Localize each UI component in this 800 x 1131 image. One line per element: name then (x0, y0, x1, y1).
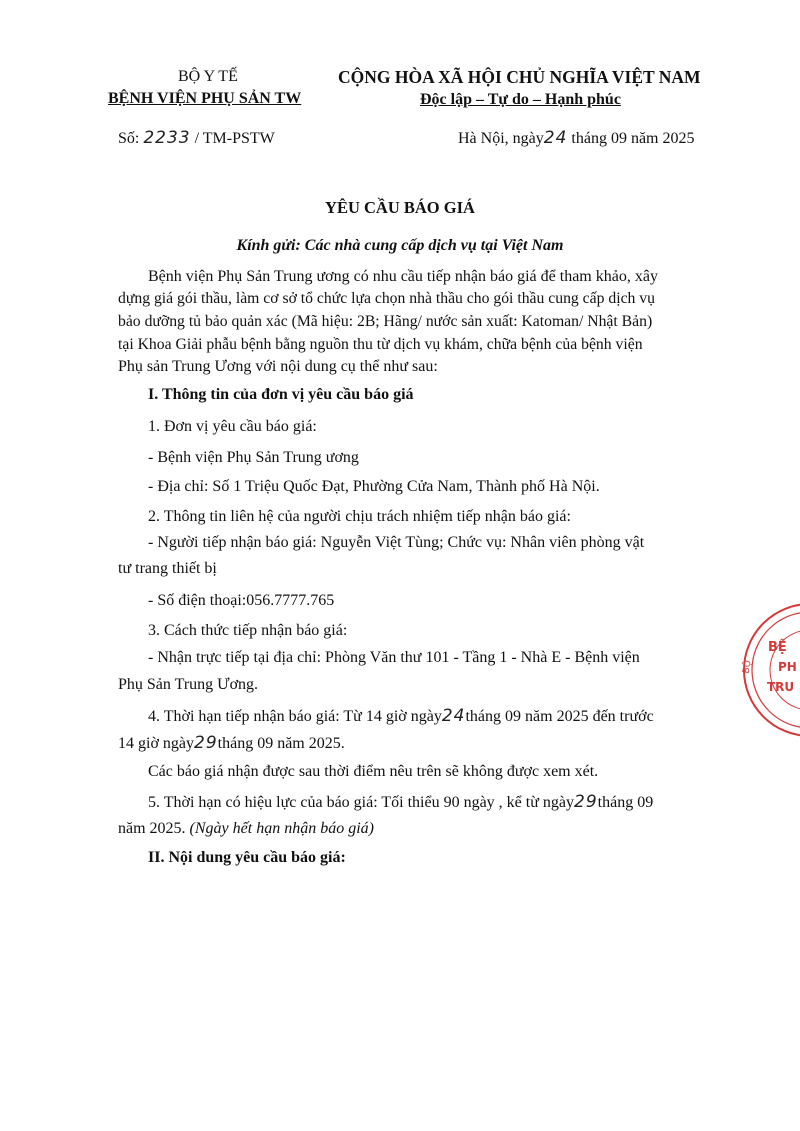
section-1-item-4-line-1 (148, 706, 654, 726)
stamp-text-3: TRU (767, 680, 795, 694)
stamp-text-side: BỘ (741, 659, 754, 675)
section-1-item-5-line-2 (118, 820, 374, 838)
greeting-text: Kính gửi: Các nhà cung cấp dịch vụ tại Việt Nam (236, 237, 564, 254)
item-5-text-a: 5. Thời hạn có hiệu lực của báo giá: Tối thiểu 90 ngày , kể từ ngày (148, 794, 574, 811)
item-4-day-end-handwritten: 29 (194, 733, 218, 753)
item-4-day-start-handwritten: 24 (441, 706, 466, 726)
intro-line-5: Phụ sản Trung Ương với nội dung cụ thể như sau: (118, 358, 438, 375)
section-1-item-5-line-1 (148, 792, 653, 812)
intro-line-2: dựng giá gói thầu, làm cơ sở tổ chức lựa chọn nhà thầu cho gói thầu cung cấp dịch vụ (118, 290, 655, 307)
item-5-day-handwritten: 29 (574, 792, 598, 812)
section-1-item-1a: - Bệnh viện Phụ Sản Trung ương (148, 449, 359, 466)
item-5-text-b: tháng 09 (597, 794, 654, 811)
section-1-item-2b: - Số điện thoại:056.7777.765 (148, 592, 335, 609)
nation-title: CỘNG HÒA XÃ HỘI CHỦ NGHĨA VIỆT NAM (338, 67, 701, 87)
ministry-name: BỘ Y TẾ (178, 68, 238, 85)
section-1-note: Các báo giá nhận được sau thời điểm nêu trên sẽ không được xem xét. (148, 763, 599, 780)
item-5-text-c: năm 2025. (118, 820, 186, 837)
stamp-text-2: PH (778, 660, 797, 674)
number-prefix: Số: (118, 130, 140, 147)
item-4-text-a: 4. Thời hạn tiếp nhận báo giá: Từ 14 giờ ngày (148, 708, 442, 725)
intro-line-1: Bệnh viện Phụ Sản Trung ương có nhu cầu tiếp nhận báo giá để tham khảo, xây (148, 268, 658, 285)
section-1-item-2a-line-2: tư trang thiết bị (118, 560, 217, 577)
date-suffix: tháng 09 năm 2025 (571, 130, 695, 147)
document-number (118, 128, 275, 148)
stamp-text-1: BỆ (768, 640, 787, 655)
intro-line-3: bảo dưỡng tủ bảo quản xác (Mã hiệu: 2B; Hãng/ nước sản xuất: Katoman/ Nhật Bản) (118, 313, 653, 330)
section-1-item-3a-line-2: Phụ Sản Trung Ương. (118, 676, 259, 693)
section-1-item-2: 2. Thông tin liên hệ của người chịu trách nhiệm tiếp nhận báo giá: (148, 508, 571, 525)
item-4-text-b: tháng 09 năm 2025 đến trước (465, 708, 654, 725)
greeting (0, 237, 800, 255)
date-day-handwritten: 24 (543, 128, 568, 148)
item-4-text-c: 14 giờ ngày (118, 735, 195, 752)
item-4-text-d: tháng 09 năm 2025. (217, 735, 345, 752)
hospital-stamp (735, 600, 800, 740)
number-suffix: / TM-PSTW (194, 130, 275, 147)
document-date (458, 128, 695, 148)
intro-line-4: tại Khoa Giải phẫu bệnh bằng nguồn thu từ dịch vụ khám, chữa bệnh của bệnh viện (118, 336, 643, 353)
page-title: YÊU CẦU BÁO GIÁ (325, 198, 475, 217)
section-1-item-3a-line-1: - Nhận trực tiếp tại địa chỉ: Phòng Văn thư 101 - Tầng 1 - Nhà E - Bệnh viện (148, 649, 640, 666)
number-handwritten: 2233 (143, 128, 191, 148)
section-1-item-4-line-2 (118, 733, 345, 753)
section-2-heading: II. Nội dung yêu cầu báo giá: (148, 849, 346, 866)
motto: Độc lập – Tự do – Hạnh phúc (420, 91, 621, 108)
section-1-item-1: 1. Đơn vị yêu cầu báo giá: (148, 418, 317, 435)
date-prefix: Hà Nội, ngày (458, 130, 544, 147)
section-1-item-3: 3. Cách thức tiếp nhận báo giá: (148, 622, 348, 639)
section-1-heading: I. Thông tin của đơn vị yêu cầu báo giá (148, 386, 414, 403)
item-5-italic-note: (Ngày hết hạn nhận báo giá) (189, 820, 374, 837)
hospital-name: BỆNH VIỆN PHỤ SẢN TW (108, 90, 302, 107)
section-1-item-2a-line-1: - Người tiếp nhận báo giá: Nguyễn Việt Tùng; Chức vụ: Nhân viên phòng vật (148, 534, 645, 551)
section-1-item-1b: - Địa chỉ: Số 1 Triệu Quốc Đạt, Phường Cửa Nam, Thành phố Hà Nội. (148, 478, 600, 495)
